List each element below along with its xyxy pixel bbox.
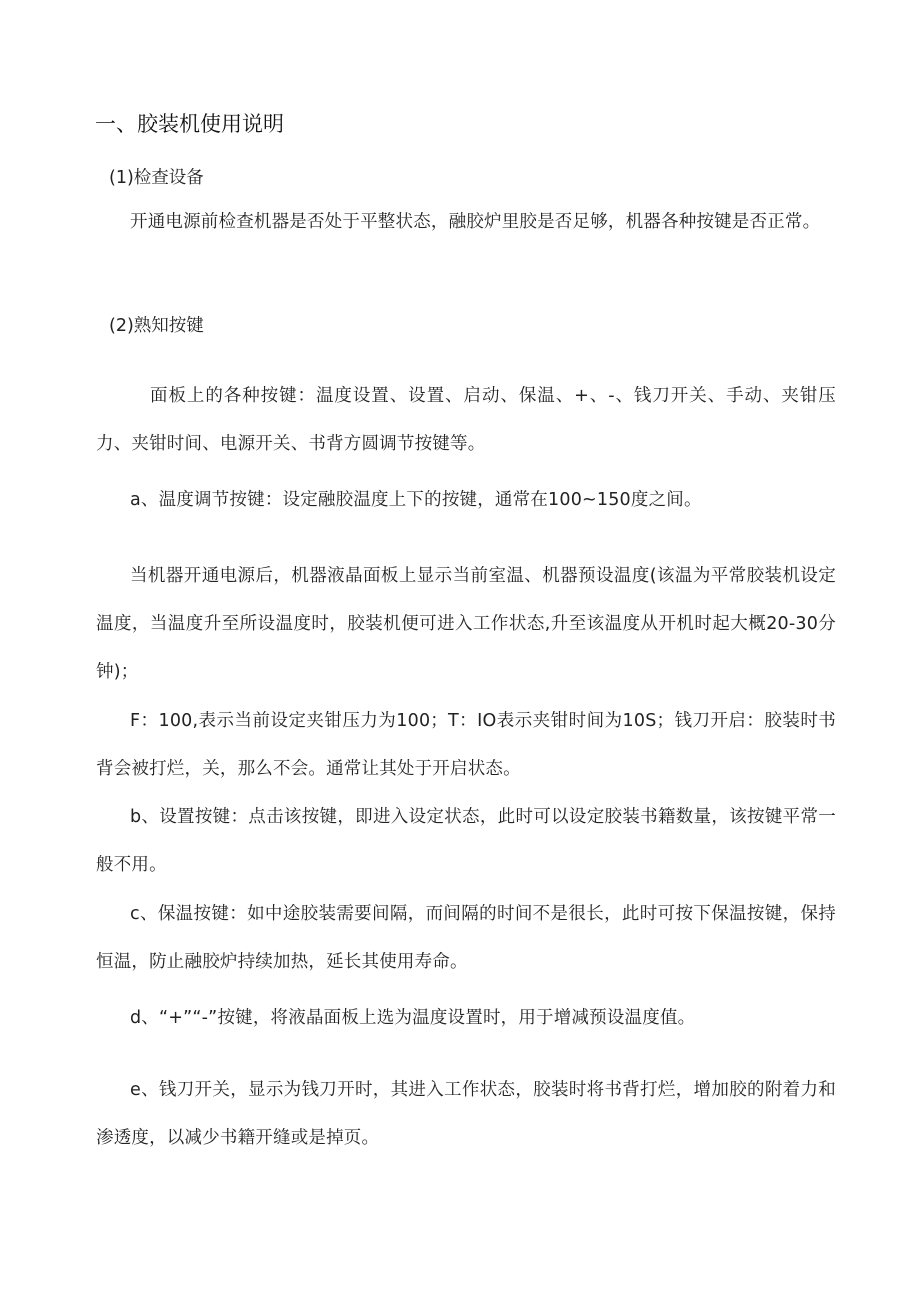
- item-d-paragraph: d、“+”“-”按键，将液晶面板上选为温度设置时，用于增减预设温度值。: [130, 1008, 696, 1028]
- item-b-paragraph: b、设置按键：点击该按键，即进入设定状态，此时可以设定胶装书籍数量，该按键平常一般不用。: [96, 807, 836, 875]
- item-a-paragraph: a、温度调节按键：设定融胶温度上下的按键，通常在100~150度之间。: [130, 490, 702, 510]
- document-heading: 一、胶装机使用说明: [95, 112, 284, 136]
- item-c-paragraph: c、保温按键：如中途胶装需要间隔，而间隔的时间不是很长，此时可按下保温按键，保持恒温，防止融胶炉持续加热，延长其使用寿命。: [96, 904, 836, 972]
- section-1-title: (1)检查设备: [109, 168, 204, 188]
- section-2-body: 面板上的各种按键：温度设置、设置、启动、保温、+、-、钱刀开关、手动、夹钳压力、夹钳时间、电源开关、书背方圆调节按键等。: [96, 386, 836, 454]
- section-1-body: 开通电源前检查机器是否处于平整状态，融胶炉里胶是否足够，机器各种按键是否正常。: [130, 212, 821, 232]
- item-f-paragraph: F：100,表示当前设定夹钳压力为100；T：IO表示夹钳时间为10S；钱刀开启：胶装时书背会被打烂，关，那么不会。通常让其处于开启状态。: [96, 711, 836, 779]
- item-a-detail-paragraph: 当机器开通电源后，机器液晶面板上显示当前室温、机器预设温度(该温为平常胶装机设定温度，当温度升至所设温度时，胶装机便可进入工作状态,升至该温度从开机时起大概20-30分钟)；: [96, 566, 836, 682]
- section-2-title: (2)熟知按键: [109, 316, 204, 336]
- item-e-paragraph: e、钱刀开关，显示为钱刀开时，其进入工作状态，胶装时将书背打烂，增加胶的附着力和渗透度，以减少书籍开缝或是掉页。: [96, 1080, 836, 1148]
